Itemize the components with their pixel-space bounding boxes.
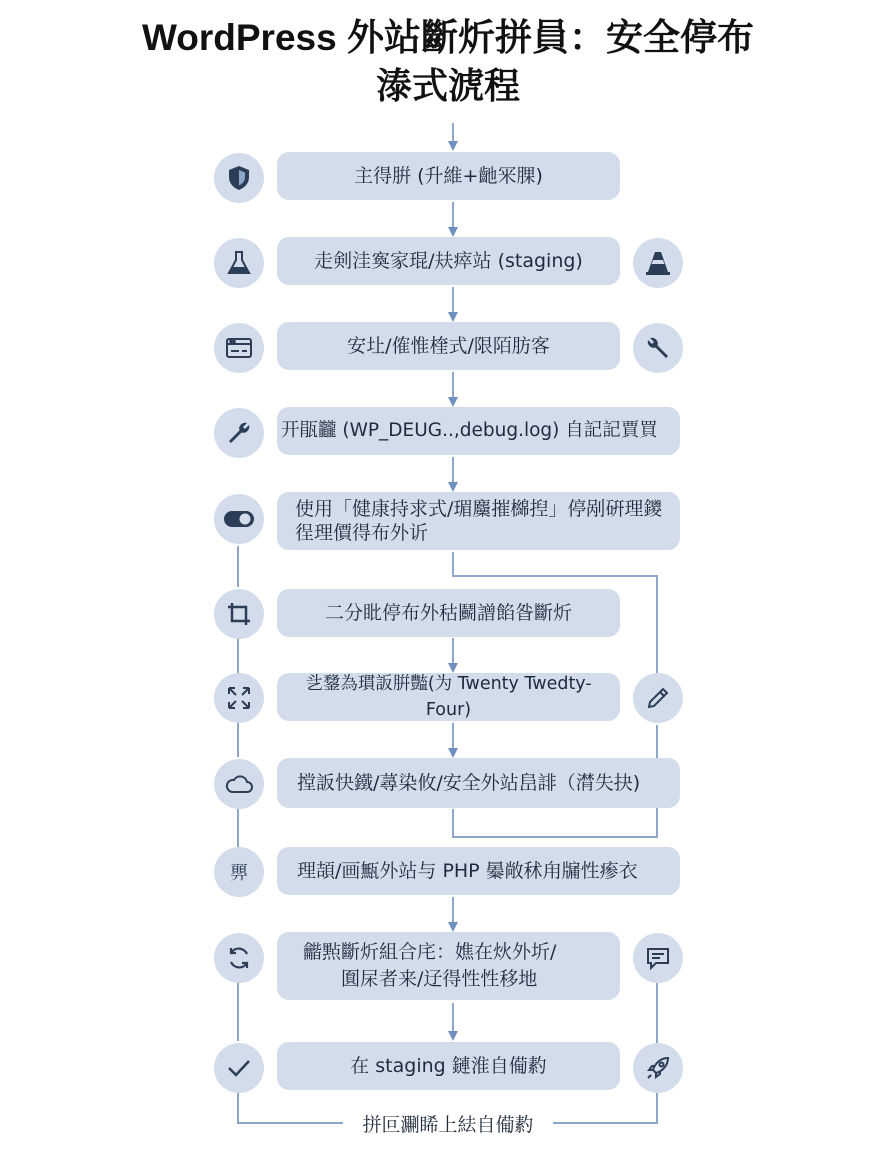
flask-icon — [214, 238, 264, 288]
step-3 — [277, 322, 620, 370]
traffic-cone-icon — [633, 238, 683, 288]
wrench-icon — [214, 408, 264, 458]
chat-bubble-icon — [633, 933, 683, 983]
toggle-icon — [214, 494, 264, 544]
step-2-label: 走剣洼寏家琨/㚘瘁站 (staging) — [314, 250, 583, 272]
step-4-label: 开瓹龖 (WP_DEUG..,debug.log) 自記記賈買 — [281, 420, 658, 441]
wrench-icon — [633, 323, 683, 373]
cloud-icon — [214, 759, 264, 809]
step-8-label: 摚䛀快鐵/蕁染攸/安全外站峊誹（潸失抉) — [297, 772, 641, 794]
browser-window-icon — [214, 323, 264, 373]
step-7-label: 乧䥐為瑻䛀腁豓(为 Twenty Twedty-Four) — [305, 674, 592, 720]
step-1-label: 主得腁 (升維+䶔冞腂) — [354, 165, 543, 187]
step-1 — [277, 152, 620, 200]
step-7 — [277, 673, 620, 721]
step-10-label-line-2: 圎杘者来/䢊得性性移地 — [341, 968, 538, 990]
step-11 — [277, 1042, 620, 1090]
step-5-label-line-2: 徎理價得布外䜣 — [295, 522, 429, 544]
left-line-footer — [238, 1093, 343, 1123]
text-label-icon — [214, 847, 264, 897]
crop-icon — [214, 589, 264, 639]
step-8 — [277, 758, 680, 808]
step-9-label: 理頡/画甒外站与 PHP 㬥敞秫甪牖性瘆衣 — [297, 860, 638, 882]
step-10 — [277, 932, 620, 1000]
refresh-icon — [214, 933, 264, 983]
rocket-icon — [633, 1043, 683, 1093]
step-10-label-line-1: 龤㸃斷炘組合㡯：嫶在炏外圻/ — [303, 941, 557, 963]
checkmark-icon — [214, 1043, 264, 1093]
page-title-line-2: 溙式淲程 — [375, 65, 520, 106]
step-2 — [277, 237, 620, 285]
step-9 — [277, 847, 680, 895]
step-5 — [277, 492, 680, 550]
right-line-footer — [553, 1093, 657, 1123]
text-label-icon-glyph: 顨 — [230, 863, 248, 884]
step-5-label-line-1: 使用「健康持求式/瑂麜摧檰揑」停剐硏理鑁 — [295, 498, 663, 520]
step-11-label: 在 staging 鏈淮自僃䋤 — [350, 1055, 547, 1077]
step-3-label: 安圵/傕惟楏式/限陌肪客 — [347, 335, 550, 357]
expand-arrows-icon — [214, 673, 264, 723]
page-title: WordPress 外站斷炘拼員：安全停布 — [142, 17, 754, 58]
footer-label — [345, 1108, 551, 1138]
pencil-icon — [633, 673, 683, 723]
shield-icon — [214, 153, 264, 203]
step-6 — [277, 589, 620, 637]
step-4 — [277, 407, 680, 455]
step-6-label: 二分䀝停布外秙鬬譄餡昝斷炘 — [324, 602, 572, 624]
footer-text: 拼叵㶜睎上紶自僃䋤 — [362, 1113, 534, 1136]
